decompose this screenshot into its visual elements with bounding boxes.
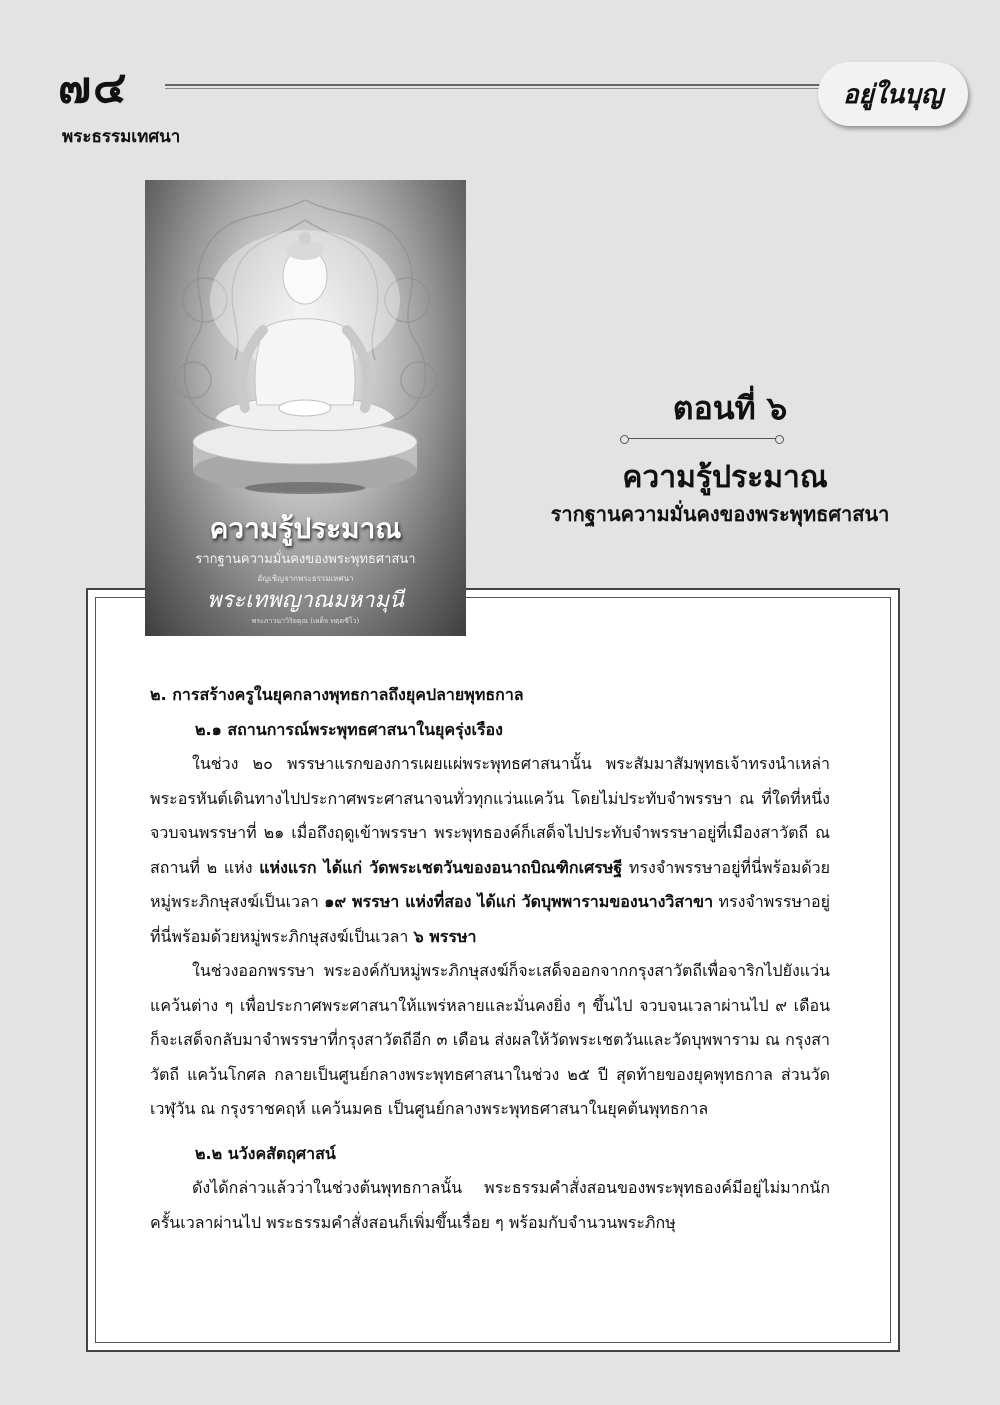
brand-label: อยู่ในบุญ — [843, 79, 943, 110]
episode-divider — [620, 432, 784, 446]
chapter-title: ความรู้ประมาณ — [622, 460, 828, 495]
chapter-heading — [480, 388, 920, 538]
brand-badge — [818, 62, 968, 126]
paragraph: ในช่วงออกพรรษา พระองค์กับหมู่พระภิกษุสงฆ์ก็จะเสด็จออกจากกรุงสาวัตถีเพื่อจาริกไปยังแว่นแคว้นต่าง ๆ เพื่อประกาศพระศาสนาให้แพร่หลายและมั่นคงยิ่ง ๆ ขึ้นไป จวบจนเวลาผ่านไป ๙ เดือน ก็จะเสด็จกลับมาจำพรรษาที่กรุงสาวัตถีอีก ๓ เดือน ส่งผลให้วัดพระเชตวันและวัดบุพพาราม ณ กรุงสาวัตถี แคว้นโกศล กลายเป็นศูนย์กลางพระพุทธศาสนาในช่วง ๒๕ ปี สุดท้ายของยุคพุทธกาล ส่วนวัดเวฬุวัน ณ กรุงราชคฤห์ แคว้นมคธ เป็นศูนย์กลางพระพุทธศาสนาในยุคต้นพุทธกาล — [150, 961, 830, 1118]
cover-subtitle: รากฐานความมั่นคงของพระพุทธศาสนา — [195, 552, 416, 567]
subsection-heading: ๒.๒ นวังคสัตถุศาสน์ — [195, 1143, 336, 1163]
episode-title: ตอนที่ ๖ — [672, 389, 788, 427]
section-heading: ๒. การสร้างครูในยุคกลางพุทธกาลถึงยุคปลายพุทธกาล — [150, 685, 524, 704]
chapter-subtitle: รากฐานความมั่นคงของพระพุทธศาสนา — [550, 502, 890, 526]
article-body — [150, 678, 830, 1240]
page-number: ๗๔ — [58, 62, 129, 113]
book-cover — [145, 180, 466, 636]
subsection-heading: ๒.๑ สถานการณ์พระพุทธศาสนาในยุครุ่งเรือง — [195, 719, 503, 739]
paragraph: ในช่วง ๒๐ พรรษาแรกของการเผยแผ่พระพุทธศาสนานั้น พระสัมมาสัมพุทธเจ้าทรงนำเหล่าพระอรหันต์เดินทางไปประกาศพระศาสนาจนทั่วทุกแว่นแคว้น โดยไม่ประทับจำพรรษา ณ ที่ใดที่หนึ่ง จวบจนพรรษาที่ ๒๑ เมื่อถึงฤดูเข้าพรรษา พระพุทธองค์ก็เสด็จไปประทับจำพรรษาอยู่ที่เมืองสาวัตถี ณ สถานที่ ๒ แห่ง แห่งแรก ได้แก่ วัดพระเชตวันของอนาถบิณฑิกเศรษฐี ทรงจำพรรษาอยู่ที่นี่พร้อมด้วยหมู่พระภิกษุสงฆ์เป็นเวลา ๑๙ พรรษา แห่งที่สอง ได้แก่ วัดบุพพารามของนางวิสาขา ทรงจำพรรษาอยู่ที่นี่พร้อมด้วยหมู่พระภิกษุสงฆ์เป็นเวลา ๖ พรรษา — [150, 754, 830, 946]
cover-author: พระภาวนาวิริยคุณ (เผด็จ ทตฺตชีโว) — [251, 617, 360, 625]
section-label: พระธรรมเทศนา — [62, 127, 181, 147]
cover-signature: พระเทพญาณมหามุนี — [206, 588, 405, 613]
cover-title: ความรู้ประมาณ — [209, 512, 402, 545]
page-header — [0, 0, 1000, 150]
cover-small-line: อัญเชิญจากพระธรรมเทศนา — [257, 574, 354, 583]
header-divider — [165, 84, 845, 90]
paragraph: ดังได้กล่าวแล้วว่าในช่วงต้นพุทธกาลนั้น พระธรรมคำสั่งสอนของพระพุทธองค์มีอยู่ไม่มากนัก ครั้นเวลาผ่านไป พระธรรมคำสั่งสอนก็เพิ่มขึ้นเรื่อย ๆ พร้อมกับจำนวนพระภิกษุ — [150, 1178, 830, 1232]
